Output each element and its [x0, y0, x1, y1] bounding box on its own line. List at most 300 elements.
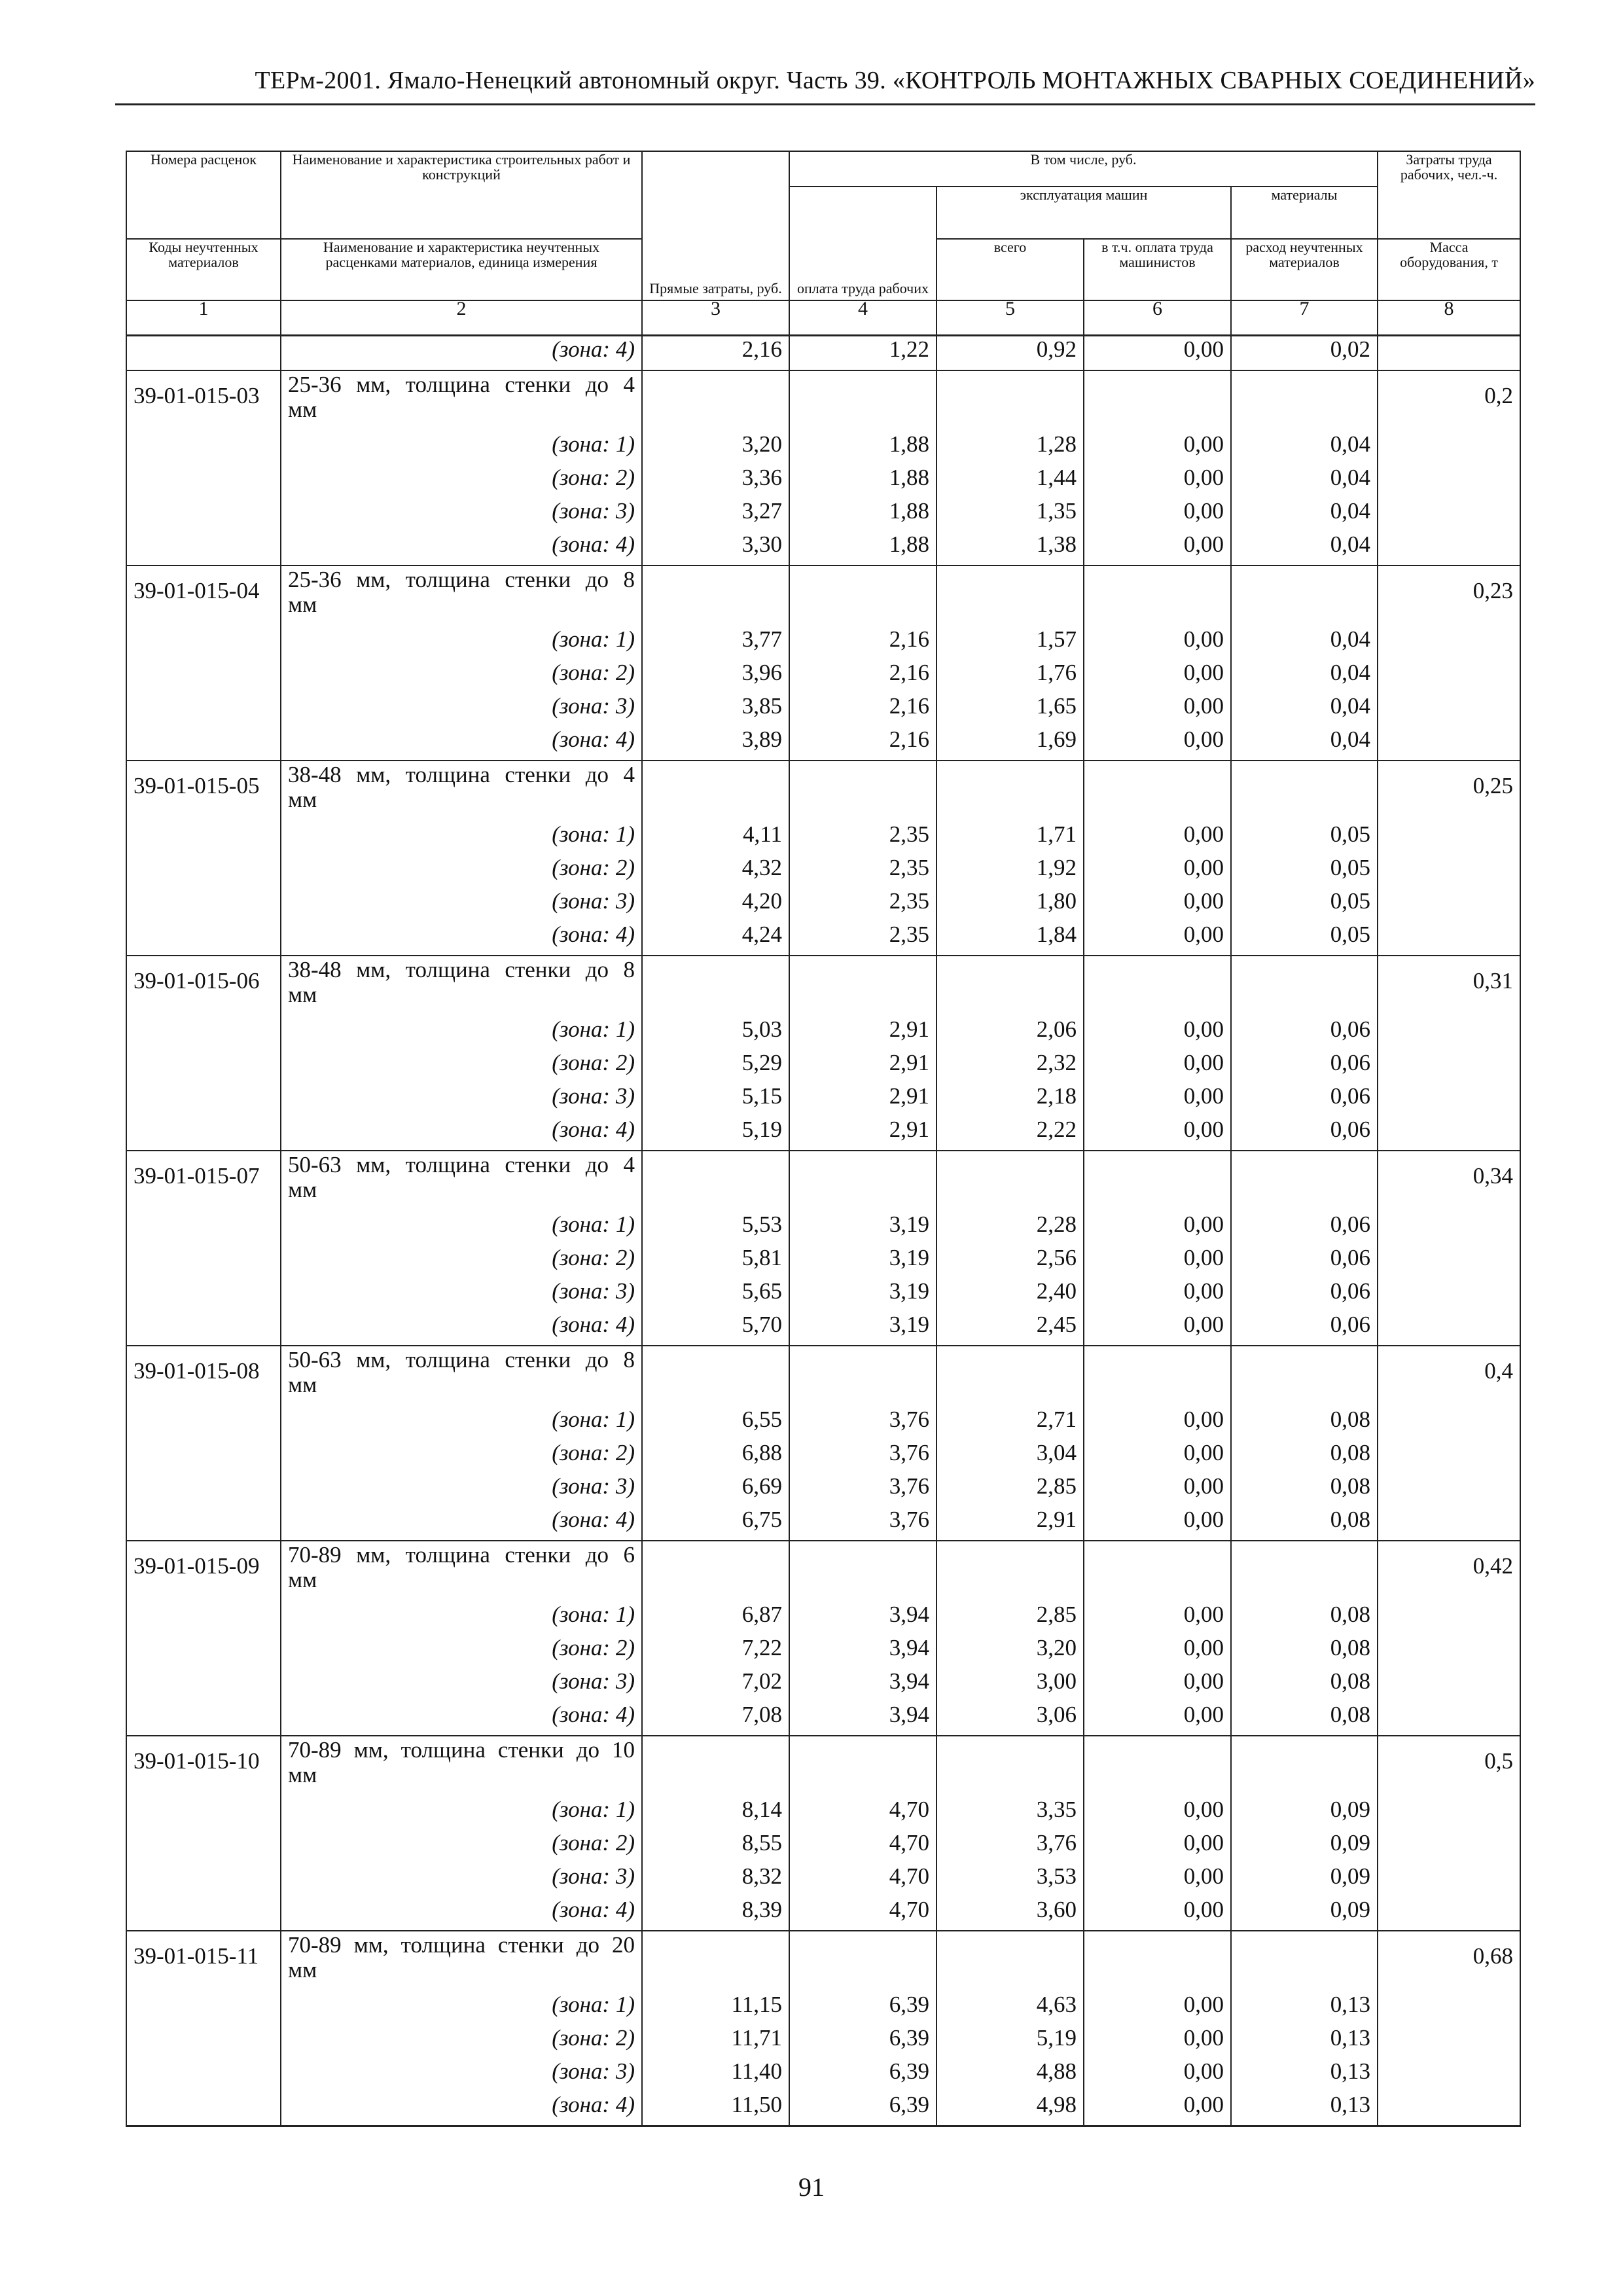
worker-pay-value: 3,19 — [789, 1211, 936, 1245]
zone-row — [126, 1211, 1520, 1245]
machines-total-value: 3,53 — [936, 1863, 1084, 1897]
machinist-pay-value: 0,00 — [1084, 1473, 1231, 1507]
zone-row — [126, 726, 1520, 761]
header-materials: материалы — [1231, 187, 1378, 239]
zone-label: (зона: 3) — [281, 2058, 642, 2092]
header-work-name: Наименование и характеристика строительных работ и конструкций — [281, 151, 642, 239]
machines-total-value: 3,35 — [936, 1797, 1084, 1830]
zone-label: (зона: 2) — [281, 1245, 642, 1278]
materials-value: 0,06 — [1231, 1117, 1378, 1151]
rate-row — [126, 1541, 1520, 1602]
worker-pay-value: 2,16 — [789, 660, 936, 693]
zone-row — [126, 1797, 1520, 1830]
materials-value: 0,05 — [1231, 922, 1378, 956]
work-name — [281, 1931, 642, 1992]
column-number: 6 — [1084, 300, 1231, 336]
materials-value: 0,08 — [1231, 1668, 1378, 1702]
materials-value: 0,04 — [1231, 531, 1378, 565]
machines-total-value: 1,76 — [936, 660, 1084, 693]
direct-costs-value: 3,89 — [642, 726, 789, 761]
zone-row — [126, 1507, 1520, 1541]
machines-total-value: 3,06 — [936, 1702, 1084, 1736]
rate-row — [126, 1931, 1520, 1992]
zone-label: (зона: 3) — [281, 1473, 642, 1507]
zone-row — [126, 1245, 1520, 1278]
zone-label: (зона: 3) — [281, 1083, 642, 1117]
zone-row — [126, 1668, 1520, 1702]
materials-value: 0,04 — [1231, 726, 1378, 761]
materials-value: 0,04 — [1231, 693, 1378, 726]
column-number: 7 — [1231, 300, 1378, 336]
zone-row — [126, 1083, 1520, 1117]
machinist-pay-value: 0,00 — [1084, 726, 1231, 761]
worker-pay-value: 2,91 — [789, 1016, 936, 1050]
materials-value: 0,05 — [1231, 855, 1378, 888]
header-rate-numbers: Номера расценок — [126, 151, 281, 239]
machinist-pay-value: 0,00 — [1084, 1897, 1231, 1931]
zone-row — [126, 1117, 1520, 1151]
worker-pay-value: 4,70 — [789, 1863, 936, 1897]
zone-row — [126, 693, 1520, 726]
zone-row — [126, 1050, 1520, 1083]
labor-costs-value: 0,2 — [1378, 370, 1520, 431]
zone-label: (зона: 4) — [281, 1312, 642, 1346]
machinist-pay-value: 0,00 — [1084, 1668, 1231, 1702]
machinist-pay-value: 0,00 — [1084, 660, 1231, 693]
rate-code: 39-01-015-05 — [126, 761, 281, 821]
machinist-pay-value: 0,00 — [1084, 626, 1231, 660]
zone-row — [126, 1602, 1520, 1635]
worker-pay-value: 1,88 — [789, 431, 936, 465]
direct-costs-value: 8,32 — [642, 1863, 789, 1897]
machinist-pay-value: 0,00 — [1084, 922, 1231, 956]
zone-row — [126, 431, 1520, 465]
work-name-line: 50-63 мм, толщина стенки до 4 — [288, 1152, 635, 1177]
zone-label: (зона: 1) — [281, 1797, 642, 1830]
zone-label: (зона: 3) — [281, 1668, 642, 1702]
machines-total-value: 3,20 — [936, 1635, 1084, 1668]
zone-row — [126, 1473, 1520, 1507]
machinist-pay-value: 0,00 — [1084, 1278, 1231, 1312]
direct-costs-value: 4,11 — [642, 821, 789, 855]
worker-pay-value: 3,19 — [789, 1278, 936, 1312]
rate-code: 39-01-015-07 — [126, 1151, 281, 1211]
worker-pay-value: 3,76 — [789, 1440, 936, 1473]
zone-label: (зона: 4) — [281, 531, 642, 565]
machines-total-value: 1,65 — [936, 693, 1084, 726]
work-name-line: мм — [288, 1957, 317, 1982]
work-name-line: 25-36 мм, толщина стенки до 4 — [288, 372, 635, 397]
worker-pay-value: 2,35 — [789, 855, 936, 888]
direct-costs-value: 3,85 — [642, 693, 789, 726]
work-name-line: 70-89 мм, толщина стенки до 20 — [288, 1932, 635, 1958]
worker-pay-value: 3,76 — [789, 1407, 936, 1440]
zone-row — [126, 1863, 1520, 1897]
direct-costs-value: 3,36 — [642, 465, 789, 498]
labor-costs-value: 0,34 — [1378, 1151, 1520, 1211]
machines-total-value: 1,57 — [936, 626, 1084, 660]
direct-costs-value: 11,40 — [642, 2058, 789, 2092]
zone-label: (зона: 2) — [281, 1050, 642, 1083]
machinist-pay-value: 0,00 — [1084, 1830, 1231, 1863]
zone-row — [126, 1830, 1520, 1863]
materials-value: 0,06 — [1231, 1211, 1378, 1245]
zone-row — [126, 2058, 1520, 2092]
materials-value: 0,06 — [1231, 1245, 1378, 1278]
header-labor-costs: Затраты труда рабочих, чел.-ч. — [1378, 151, 1520, 239]
machinist-pay-value: 0,00 — [1084, 431, 1231, 465]
zone-label: (зона: 3) — [281, 498, 642, 531]
zone-row — [126, 888, 1520, 922]
materials-value: 0,04 — [1231, 660, 1378, 693]
work-name-line: 70-89 мм, толщина стенки до 10 — [288, 1737, 635, 1763]
materials-value: 0,04 — [1231, 465, 1378, 498]
rate-code: 39-01-015-06 — [126, 956, 281, 1016]
direct-costs-value: 8,14 — [642, 1797, 789, 1830]
worker-pay-value: 3,94 — [789, 1668, 936, 1702]
machines-total-value: 2,71 — [936, 1407, 1084, 1440]
machinist-pay-value: 0,00 — [1084, 1312, 1231, 1346]
header-material-names: Наименование и характеристика неучтенных расценками материалов, единица измерения — [281, 239, 642, 300]
header-worker-pay: оплата труда рабочих — [789, 187, 936, 300]
zone-label: (зона: 3) — [281, 1863, 642, 1897]
zone-label: (зона: 4) — [281, 1897, 642, 1931]
header-machine-operation: эксплуатация машин — [936, 187, 1231, 239]
labor-costs-value: 0,31 — [1378, 956, 1520, 1016]
rates-table — [126, 151, 1521, 2127]
rate-row — [126, 370, 1520, 431]
work-name — [281, 956, 642, 1016]
machines-total-value: 4,63 — [936, 1992, 1084, 2025]
work-name — [281, 565, 642, 626]
worker-pay-value: 6,39 — [789, 1992, 936, 2025]
column-number: 5 — [936, 300, 1084, 336]
materials-value: 0,08 — [1231, 1507, 1378, 1541]
machines-total-value: 1,71 — [936, 821, 1084, 855]
machines-total-value: 3,04 — [936, 1440, 1084, 1473]
header-machinist-pay: в т.ч. оплата труда машинистов — [1084, 239, 1231, 300]
worker-pay-value: 1,22 — [789, 336, 936, 371]
materials-value: 0,08 — [1231, 1635, 1378, 1668]
work-name — [281, 1736, 642, 1797]
zone-row — [126, 1312, 1520, 1346]
zone-label: (зона: 4) — [281, 922, 642, 956]
direct-costs-value: 3,27 — [642, 498, 789, 531]
column-number: 2 — [281, 300, 642, 336]
machines-total-value: 1,69 — [936, 726, 1084, 761]
zone-row — [126, 1440, 1520, 1473]
materials-value: 0,09 — [1231, 1863, 1378, 1897]
work-name-line: мм — [288, 592, 317, 617]
zone-label: (зона: 2) — [281, 1440, 642, 1473]
materials-value: 0,05 — [1231, 888, 1378, 922]
labor-costs-value: 0,68 — [1378, 1931, 1520, 1992]
zone-row — [126, 1992, 1520, 2025]
work-name-line: мм — [288, 1567, 317, 1592]
column-numbers-row — [126, 300, 1520, 336]
zone-label: (зона: 4) — [281, 336, 642, 371]
worker-pay-value: 6,39 — [789, 2058, 936, 2092]
machinist-pay-value: 0,00 — [1084, 2092, 1231, 2126]
zone-row — [126, 498, 1520, 531]
zone-label: (зона: 4) — [281, 1507, 642, 1541]
materials-value: 0,08 — [1231, 1602, 1378, 1635]
direct-costs-value: 5,65 — [642, 1278, 789, 1312]
materials-value: 0,09 — [1231, 1830, 1378, 1863]
machinist-pay-value: 0,00 — [1084, 465, 1231, 498]
direct-costs-value: 5,03 — [642, 1016, 789, 1050]
machinist-pay-value: 0,00 — [1084, 1050, 1231, 1083]
zone-label: (зона: 2) — [281, 1635, 642, 1668]
zone-label: (зона: 4) — [281, 1702, 642, 1736]
work-name — [281, 370, 642, 431]
header-machines-total: всего — [936, 239, 1084, 300]
machinist-pay-value: 0,00 — [1084, 1507, 1231, 1541]
labor-costs-value: 0,4 — [1378, 1346, 1520, 1407]
machines-total-value: 2,56 — [936, 1245, 1084, 1278]
page-number: 91 — [798, 2172, 825, 2202]
machines-total-value: 3,60 — [936, 1897, 1084, 1931]
materials-value: 0,06 — [1231, 1278, 1378, 1312]
worker-pay-value: 2,35 — [789, 888, 936, 922]
work-name-line: 38-48 мм, толщина стенки до 8 — [288, 957, 635, 982]
materials-value: 0,13 — [1231, 2058, 1378, 2092]
machinist-pay-value: 0,00 — [1084, 531, 1231, 565]
zone-row — [126, 2025, 1520, 2058]
worker-pay-value: 3,94 — [789, 1635, 936, 1668]
zone-row — [126, 1278, 1520, 1312]
rate-row — [126, 1346, 1520, 1407]
machinist-pay-value: 0,00 — [1084, 2025, 1231, 2058]
rate-row — [126, 1736, 1520, 1797]
machinist-pay-value: 0,00 — [1084, 1083, 1231, 1117]
direct-costs-value: 4,24 — [642, 922, 789, 956]
labor-costs-value: 0,25 — [1378, 761, 1520, 821]
worker-pay-value: 3,19 — [789, 1312, 936, 1346]
zone-row — [126, 1016, 1520, 1050]
zone-row — [126, 660, 1520, 693]
machines-total-value: 2,85 — [936, 1602, 1084, 1635]
labor-costs-value: 0,5 — [1378, 1736, 1520, 1797]
machinist-pay-value: 0,00 — [1084, 1863, 1231, 1897]
zone-row — [126, 821, 1520, 855]
direct-costs-value: 6,75 — [642, 1507, 789, 1541]
worker-pay-value: 2,91 — [789, 1050, 936, 1083]
materials-value: 0,04 — [1231, 498, 1378, 531]
work-name-line: мм — [288, 1762, 317, 1787]
materials-value: 0,08 — [1231, 1407, 1378, 1440]
worker-pay-value: 1,88 — [789, 465, 936, 498]
zone-row — [126, 1407, 1520, 1440]
column-number: 3 — [642, 300, 789, 336]
materials-value: 0,02 — [1231, 336, 1378, 371]
machinist-pay-value: 0,00 — [1084, 1992, 1231, 2025]
zone-label: (зона: 3) — [281, 1278, 642, 1312]
rate-row — [126, 565, 1520, 626]
rate-row — [126, 761, 1520, 821]
direct-costs-value: 3,30 — [642, 531, 789, 565]
zone-label: (зона: 3) — [281, 888, 642, 922]
machines-total-value: 3,00 — [936, 1668, 1084, 1702]
machinist-pay-value: 0,00 — [1084, 1016, 1231, 1050]
zone-label: (зона: 2) — [281, 660, 642, 693]
machinist-pay-value: 0,00 — [1084, 1407, 1231, 1440]
machinist-pay-value: 0,00 — [1084, 1440, 1231, 1473]
worker-pay-value: 2,16 — [789, 693, 936, 726]
zone-row — [126, 465, 1520, 498]
worker-pay-value: 3,94 — [789, 1602, 936, 1635]
worker-pay-value: 2,16 — [789, 726, 936, 761]
worker-pay-value: 2,35 — [789, 922, 936, 956]
worker-pay-value: 6,39 — [789, 2025, 936, 2058]
work-name-line: 50-63 мм, толщина стенки до 8 — [288, 1347, 635, 1372]
materials-value: 0,06 — [1231, 1312, 1378, 1346]
table-header — [126, 151, 1520, 336]
machines-total-value: 2,18 — [936, 1083, 1084, 1117]
zone-label: (зона: 1) — [281, 626, 642, 660]
machines-total-value: 1,44 — [936, 465, 1084, 498]
continuation-row — [126, 336, 1520, 371]
direct-costs-value: 7,22 — [642, 1635, 789, 1668]
zone-row — [126, 1635, 1520, 1668]
zone-label: (зона: 4) — [281, 726, 642, 761]
direct-costs-value: 5,81 — [642, 1245, 789, 1278]
machines-total-value: 5,19 — [936, 2025, 1084, 2058]
materials-value: 0,08 — [1231, 1702, 1378, 1736]
zone-label: (зона: 1) — [281, 1602, 642, 1635]
machines-total-value: 3,76 — [936, 1830, 1084, 1863]
machines-total-value: 4,88 — [936, 2058, 1084, 2092]
materials-value: 0,06 — [1231, 1050, 1378, 1083]
machinist-pay-value: 0,00 — [1084, 1797, 1231, 1830]
machines-total-value: 1,80 — [936, 888, 1084, 922]
materials-value: 0,05 — [1231, 821, 1378, 855]
rate-code: 39-01-015-10 — [126, 1736, 281, 1797]
worker-pay-value: 2,35 — [789, 821, 936, 855]
materials-value: 0,13 — [1231, 2092, 1378, 2126]
direct-costs-value: 8,39 — [642, 1897, 789, 1931]
machines-total-value: 0,92 — [936, 336, 1084, 371]
column-number: 8 — [1378, 300, 1520, 336]
machines-total-value: 2,32 — [936, 1050, 1084, 1083]
machines-total-value: 1,35 — [936, 498, 1084, 531]
labor-costs-value: 0,42 — [1378, 1541, 1520, 1602]
machinist-pay-value: 0,00 — [1084, 1635, 1231, 1668]
rate-code: 39-01-015-11 — [126, 1931, 281, 1992]
machines-total-value: 1,28 — [936, 431, 1084, 465]
zone-label: (зона: 1) — [281, 1016, 642, 1050]
worker-pay-value: 3,76 — [789, 1507, 936, 1541]
direct-costs-value: 6,88 — [642, 1440, 789, 1473]
worker-pay-value: 1,88 — [789, 498, 936, 531]
header-direct-costs: Прямые затраты, руб. — [642, 151, 789, 300]
work-name — [281, 1151, 642, 1211]
direct-costs-value: 11,71 — [642, 2025, 789, 2058]
machinist-pay-value: 0,00 — [1084, 336, 1231, 371]
machinist-pay-value: 0,00 — [1084, 1602, 1231, 1635]
worker-pay-value: 4,70 — [789, 1797, 936, 1830]
direct-costs-value: 5,15 — [642, 1083, 789, 1117]
machinist-pay-value: 0,00 — [1084, 888, 1231, 922]
machines-total-value: 2,40 — [936, 1278, 1084, 1312]
machinist-pay-value: 0,00 — [1084, 1702, 1231, 1736]
direct-costs-value: 11,50 — [642, 2092, 789, 2126]
worker-pay-value: 2,91 — [789, 1083, 936, 1117]
direct-costs-value: 8,55 — [642, 1830, 789, 1863]
direct-costs-value: 11,15 — [642, 1992, 789, 2025]
direct-costs-value: 2,16 — [642, 336, 789, 371]
direct-costs-value: 7,08 — [642, 1702, 789, 1736]
materials-value: 0,06 — [1231, 1083, 1378, 1117]
machines-total-value: 4,98 — [936, 2092, 1084, 2126]
materials-value: 0,08 — [1231, 1473, 1378, 1507]
materials-value: 0,09 — [1231, 1897, 1378, 1931]
machines-total-value: 2,45 — [936, 1312, 1084, 1346]
materials-value: 0,04 — [1231, 431, 1378, 465]
materials-value: 0,06 — [1231, 1016, 1378, 1050]
machinist-pay-value: 0,00 — [1084, 1245, 1231, 1278]
direct-costs-value: 3,77 — [642, 626, 789, 660]
zone-label: (зона: 2) — [281, 2025, 642, 2058]
zone-row — [126, 531, 1520, 565]
work-name — [281, 1541, 642, 1602]
zone-label: (зона: 1) — [281, 821, 642, 855]
work-name-line: мм — [288, 1372, 317, 1397]
zone-label: (зона: 3) — [281, 693, 642, 726]
machinist-pay-value: 0,00 — [1084, 1211, 1231, 1245]
table-body — [126, 336, 1520, 2126]
rate-code: 39-01-015-08 — [126, 1346, 281, 1407]
materials-value: 0,13 — [1231, 1992, 1378, 2025]
worker-pay-value: 6,39 — [789, 2092, 936, 2126]
work-name — [281, 761, 642, 821]
machines-total-value: 2,28 — [936, 1211, 1084, 1245]
zone-row — [126, 922, 1520, 956]
rate-code: 39-01-015-09 — [126, 1541, 281, 1602]
work-name-line: мм — [288, 397, 317, 422]
header-material-consumption: расход неучтенных материалов — [1231, 239, 1378, 300]
machinist-pay-value: 0,00 — [1084, 498, 1231, 531]
machines-total-value: 1,38 — [936, 531, 1084, 565]
direct-costs-value: 5,70 — [642, 1312, 789, 1346]
materials-value: 0,09 — [1231, 1797, 1378, 1830]
machines-total-value: 1,92 — [936, 855, 1084, 888]
work-name — [281, 1346, 642, 1407]
direct-costs-value: 6,69 — [642, 1473, 789, 1507]
worker-pay-value: 2,91 — [789, 1117, 936, 1151]
worker-pay-value: 1,88 — [789, 531, 936, 565]
page-header: ТЕРм-2001. Ямало-Ненецкий автономный округ. Часть 39. «КОНТРОЛЬ МОНТАЖНЫХ СВАРНЫХ СОЕДИНЕНИЙ» — [255, 67, 1535, 94]
zone-label: (зона: 1) — [281, 431, 642, 465]
zone-label: (зона: 2) — [281, 855, 642, 888]
zone-row — [126, 1897, 1520, 1931]
worker-pay-value: 3,76 — [789, 1473, 936, 1507]
direct-costs-value: 6,55 — [642, 1407, 789, 1440]
worker-pay-value: 2,16 — [789, 626, 936, 660]
rate-code: 39-01-015-04 — [126, 565, 281, 626]
zone-label: (зона: 1) — [281, 1407, 642, 1440]
zone-label: (зона: 1) — [281, 1211, 642, 1245]
machines-total-value: 2,06 — [936, 1016, 1084, 1050]
zone-row — [126, 1702, 1520, 1736]
direct-costs-value: 5,19 — [642, 1117, 789, 1151]
zone-label: (зона: 4) — [281, 1117, 642, 1151]
work-name-line: мм — [288, 1177, 317, 1202]
header-rule — [115, 103, 1535, 105]
zone-row — [126, 2092, 1520, 2126]
work-name-line: 25-36 мм, толщина стенки до 8 — [288, 567, 635, 592]
materials-value: 0,08 — [1231, 1440, 1378, 1473]
